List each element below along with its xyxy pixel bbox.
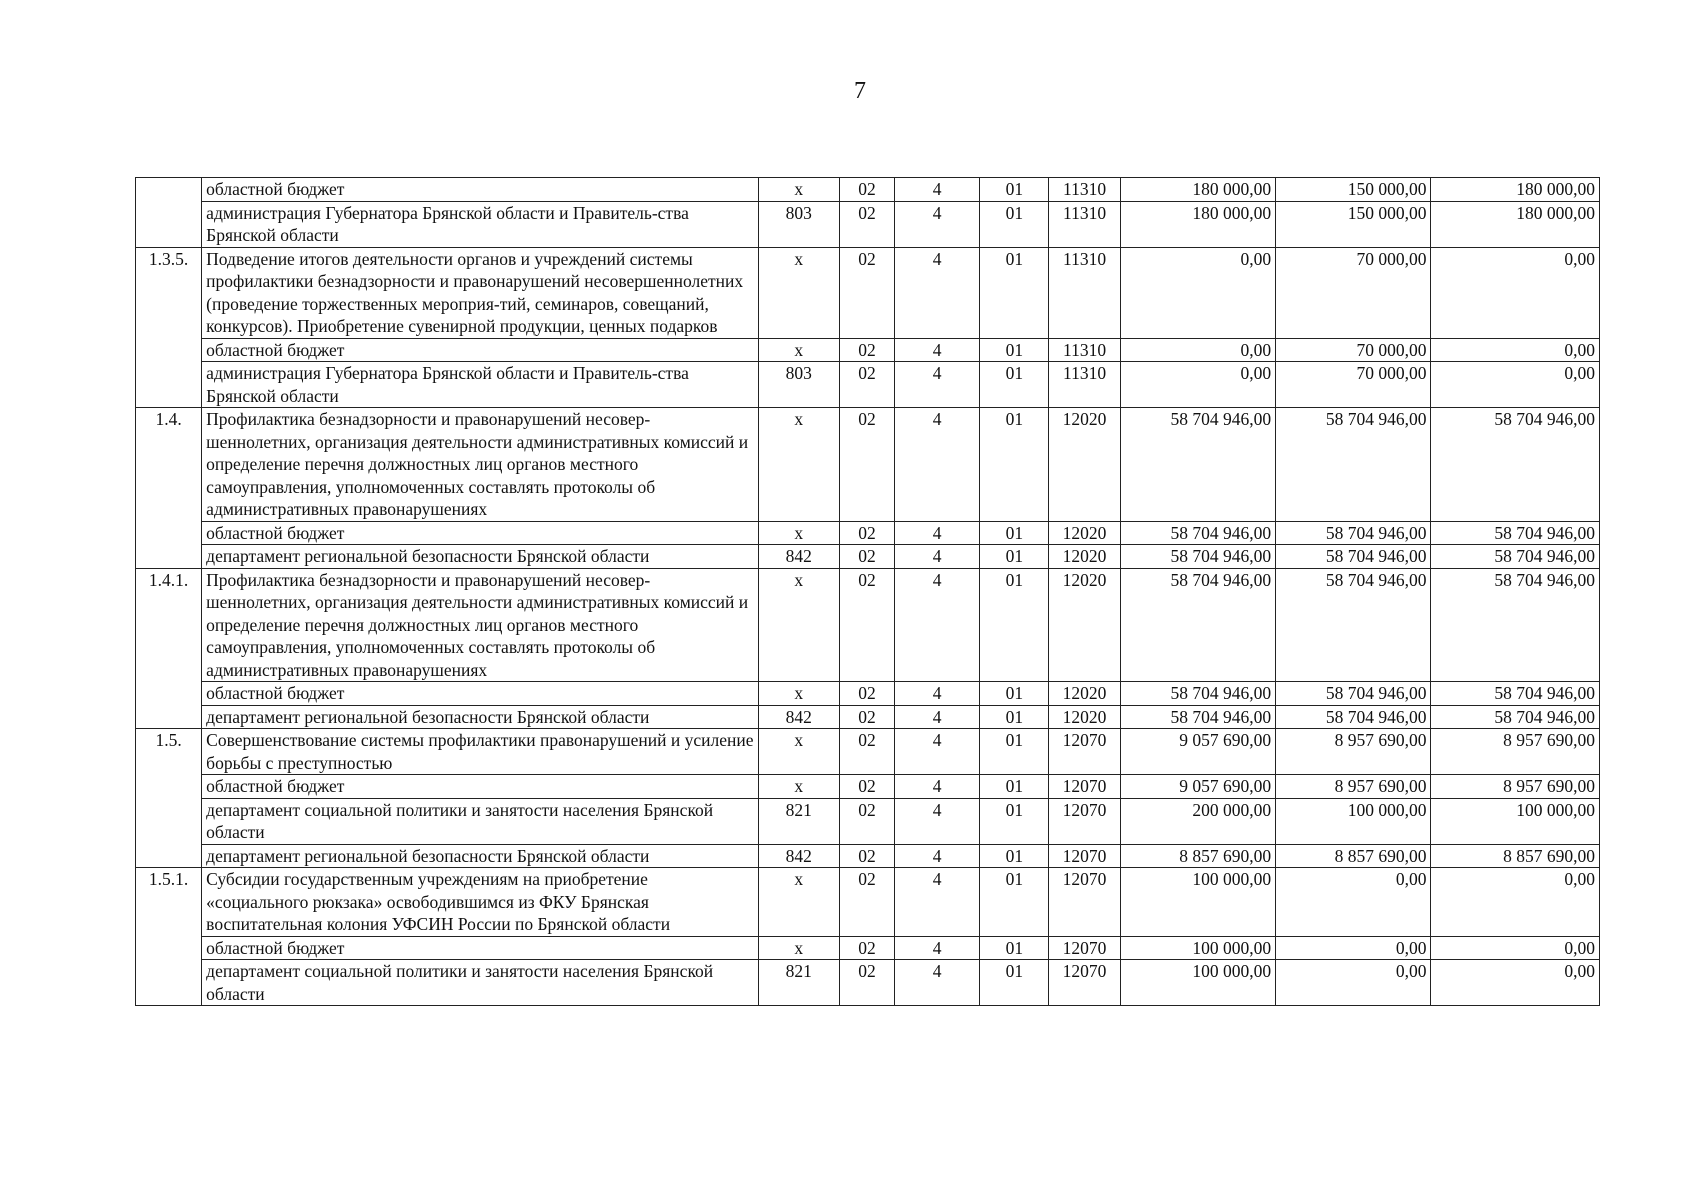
- cell-amount-2020: 8 957 690,00: [1276, 729, 1431, 775]
- cell-grbs: х: [758, 775, 839, 799]
- cell-amount-2020: 58 704 946,00: [1276, 408, 1431, 522]
- cell-csr: 12070: [1049, 798, 1120, 844]
- cell-description: Подведение итогов деятельности органов и учреждений системы профилактики безнадзорности и правонарушений несовершеннолетних (проведение торжественных мероприя-тий, семинаров, совещаний, конкурсов). Приобретение сувенирной продукции, ценных подарков: [202, 247, 759, 338]
- cell-amount-2020: 70 000,00: [1276, 362, 1431, 408]
- cell-amount-2021: 0,00: [1431, 338, 1600, 362]
- cell-csr: 12070: [1049, 844, 1120, 868]
- cell-description: областной бюджет: [202, 936, 759, 960]
- cell-grbs: 803: [758, 201, 839, 247]
- cell-csr: 12020: [1049, 568, 1120, 682]
- cell-sub: 01: [980, 545, 1049, 569]
- table-row: [136, 568, 1600, 682]
- cell-amount-2019: 58 704 946,00: [1120, 705, 1275, 729]
- cell-rz: 02: [839, 247, 894, 338]
- table-row: [136, 844, 1600, 868]
- cell-description: областной бюджет: [202, 682, 759, 706]
- cell-pr: 4: [895, 936, 980, 960]
- cell-grbs: х: [758, 247, 839, 338]
- cell-description: Субсидии государственным учреждениям на приобретение «социального рюкзака» освободившимся из ФКУ Брянская воспитательная колония УФСИН России по Брянской области: [202, 868, 759, 937]
- cell-description: областной бюджет: [202, 178, 759, 202]
- cell-grbs: х: [758, 682, 839, 706]
- table-row: [136, 960, 1600, 1006]
- cell-rz: 02: [839, 868, 894, 937]
- cell-amount-2021: 58 704 946,00: [1431, 568, 1600, 682]
- cell-sub: 01: [980, 844, 1049, 868]
- cell-grbs: 842: [758, 705, 839, 729]
- cell-csr: 12070: [1049, 936, 1120, 960]
- cell-csr: 11310: [1049, 178, 1120, 202]
- cell-amount-2019: 0,00: [1120, 247, 1275, 338]
- cell-csr: 12070: [1049, 960, 1120, 1006]
- cell-amount-2021: 58 704 946,00: [1431, 545, 1600, 569]
- cell-pr: 4: [895, 362, 980, 408]
- cell-amount-2020: 58 704 946,00: [1276, 545, 1431, 569]
- cell-sub: 01: [980, 201, 1049, 247]
- cell-amount-2021: 0,00: [1431, 960, 1600, 1006]
- table-row: [136, 247, 1600, 338]
- cell-sub: 01: [980, 178, 1049, 202]
- cell-sub: 01: [980, 408, 1049, 522]
- cell-amount-2020: 0,00: [1276, 936, 1431, 960]
- budget-table: [135, 177, 1600, 1006]
- cell-amount-2019: 100 000,00: [1120, 868, 1275, 937]
- cell-sub: 01: [980, 247, 1049, 338]
- cell-amount-2020: 150 000,00: [1276, 201, 1431, 247]
- table-row: [136, 936, 1600, 960]
- cell-amount-2019: 0,00: [1120, 338, 1275, 362]
- cell-rz: 02: [839, 798, 894, 844]
- table-row: [136, 178, 1600, 202]
- cell-csr: 12020: [1049, 545, 1120, 569]
- cell-pr: 4: [895, 521, 980, 545]
- cell-csr: 12020: [1049, 682, 1120, 706]
- table-row: [136, 201, 1600, 247]
- cell-amount-2019: 58 704 946,00: [1120, 408, 1275, 522]
- cell-amount-2021: 8 957 690,00: [1431, 729, 1600, 775]
- cell-amount-2021: 58 704 946,00: [1431, 408, 1600, 522]
- cell-amount-2021: 8 957 690,00: [1431, 775, 1600, 799]
- cell-pr: 4: [895, 568, 980, 682]
- cell-description: Совершенствование системы профилактики правонарушений и усиление борьбы с преступностью: [202, 729, 759, 775]
- cell-amount-2021: 58 704 946,00: [1431, 705, 1600, 729]
- cell-amount-2021: 0,00: [1431, 936, 1600, 960]
- cell-pr: 4: [895, 705, 980, 729]
- cell-amount-2021: 0,00: [1431, 247, 1600, 338]
- cell-pr: 4: [895, 868, 980, 937]
- cell-grbs: х: [758, 729, 839, 775]
- cell-amount-2020: 0,00: [1276, 868, 1431, 937]
- cell-sub: 01: [980, 682, 1049, 706]
- cell-rz: 02: [839, 960, 894, 1006]
- cell-amount-2021: 0,00: [1431, 362, 1600, 408]
- table-row: [136, 798, 1600, 844]
- cell-amount-2019: 180 000,00: [1120, 178, 1275, 202]
- cell-description: Профилактика безнадзорности и правонарушений несовер-шеннолетних, организация деятельности административных комиссий и определение перечня должностных лиц органов местного самоуправления, уполномоченных составлять протоколы об административных правонарушениях: [202, 408, 759, 522]
- cell-pr: 4: [895, 338, 980, 362]
- cell-amount-2020: 58 704 946,00: [1276, 705, 1431, 729]
- cell-amount-2021: 58 704 946,00: [1431, 521, 1600, 545]
- cell-rz: 02: [839, 408, 894, 522]
- cell-sub: 01: [980, 868, 1049, 937]
- cell-description: департамент региональной безопасности Брянской области: [202, 545, 759, 569]
- cell-rz: 02: [839, 521, 894, 545]
- cell-amount-2019: 180 000,00: [1120, 201, 1275, 247]
- cell-csr: 12070: [1049, 868, 1120, 937]
- table-row: [136, 729, 1600, 775]
- cell-amount-2019: 9 057 690,00: [1120, 729, 1275, 775]
- cell-pr: 4: [895, 682, 980, 706]
- cell-rz: 02: [839, 775, 894, 799]
- cell-description: департамент социальной политики и занятости населения Брянской области: [202, 798, 759, 844]
- cell-rz: 02: [839, 936, 894, 960]
- cell-sub: 01: [980, 729, 1049, 775]
- cell-description: администрация Губернатора Брянской области и Правитель-ства Брянской области: [202, 362, 759, 408]
- cell-sub: 01: [980, 521, 1049, 545]
- cell-rz: 02: [839, 729, 894, 775]
- cell-grbs: х: [758, 408, 839, 522]
- cell-csr: 12020: [1049, 705, 1120, 729]
- table-body: [136, 178, 1600, 1006]
- cell-sub: 01: [980, 568, 1049, 682]
- cell-item-number: 1.5.: [136, 729, 202, 868]
- cell-csr: 12070: [1049, 729, 1120, 775]
- cell-sub: 01: [980, 775, 1049, 799]
- cell-grbs: х: [758, 338, 839, 362]
- cell-pr: 4: [895, 247, 980, 338]
- cell-grbs: х: [758, 568, 839, 682]
- cell-amount-2019: 8 857 690,00: [1120, 844, 1275, 868]
- cell-item-number: 1.4.: [136, 408, 202, 569]
- cell-pr: 4: [895, 775, 980, 799]
- cell-description: департамент социальной политики и занятости населения Брянской области: [202, 960, 759, 1006]
- cell-amount-2020: 100 000,00: [1276, 798, 1431, 844]
- cell-item-number: 1.3.5.: [136, 247, 202, 408]
- cell-pr: 4: [895, 178, 980, 202]
- cell-amount-2020: 8 857 690,00: [1276, 844, 1431, 868]
- cell-amount-2019: 58 704 946,00: [1120, 568, 1275, 682]
- cell-rz: 02: [839, 545, 894, 569]
- cell-description: департамент региональной безопасности Брянской области: [202, 844, 759, 868]
- cell-item-number: 1.4.1.: [136, 568, 202, 729]
- cell-amount-2019: 58 704 946,00: [1120, 521, 1275, 545]
- cell-sub: 01: [980, 705, 1049, 729]
- cell-amount-2020: 150 000,00: [1276, 178, 1431, 202]
- cell-amount-2020: 0,00: [1276, 960, 1431, 1006]
- cell-csr: 12020: [1049, 521, 1120, 545]
- cell-description: Профилактика безнадзорности и правонарушений несовер-шеннолетних, организация деятельности административных комиссий и определение перечня должностных лиц органов местного самоуправления, уполномоченных составлять протоколы об административных правонарушениях: [202, 568, 759, 682]
- cell-amount-2019: 9 057 690,00: [1120, 775, 1275, 799]
- table-row: [136, 868, 1600, 937]
- cell-amount-2019: 100 000,00: [1120, 960, 1275, 1006]
- cell-amount-2020: 58 704 946,00: [1276, 568, 1431, 682]
- cell-amount-2019: 58 704 946,00: [1120, 682, 1275, 706]
- cell-amount-2021: 0,00: [1431, 868, 1600, 937]
- cell-grbs: 821: [758, 798, 839, 844]
- cell-description: областной бюджет: [202, 338, 759, 362]
- cell-amount-2019: 0,00: [1120, 362, 1275, 408]
- cell-amount-2020: 58 704 946,00: [1276, 521, 1431, 545]
- table-row: [136, 521, 1600, 545]
- cell-description: областной бюджет: [202, 521, 759, 545]
- cell-grbs: 803: [758, 362, 839, 408]
- cell-pr: 4: [895, 960, 980, 1006]
- cell-amount-2021: 58 704 946,00: [1431, 682, 1600, 706]
- cell-amount-2021: 180 000,00: [1431, 201, 1600, 247]
- page-number: 7: [854, 78, 866, 104]
- cell-csr: 11310: [1049, 201, 1120, 247]
- cell-sub: 01: [980, 936, 1049, 960]
- cell-sub: 01: [980, 798, 1049, 844]
- table-row: [136, 338, 1600, 362]
- cell-grbs: х: [758, 868, 839, 937]
- cell-csr: 11310: [1049, 338, 1120, 362]
- cell-description: областной бюджет: [202, 775, 759, 799]
- cell-amount-2019: 200 000,00: [1120, 798, 1275, 844]
- cell-description: администрация Губернатора Брянской области и Правитель-ства Брянской области: [202, 201, 759, 247]
- cell-pr: 4: [895, 408, 980, 522]
- cell-rz: 02: [839, 178, 894, 202]
- cell-rz: 02: [839, 362, 894, 408]
- cell-rz: 02: [839, 705, 894, 729]
- cell-grbs: х: [758, 178, 839, 202]
- cell-rz: 02: [839, 844, 894, 868]
- cell-amount-2020: 8 957 690,00: [1276, 775, 1431, 799]
- cell-amount-2020: 58 704 946,00: [1276, 682, 1431, 706]
- table-row: [136, 682, 1600, 706]
- cell-amount-2021: 100 000,00: [1431, 798, 1600, 844]
- cell-grbs: 842: [758, 545, 839, 569]
- cell-sub: 01: [980, 338, 1049, 362]
- table-row: [136, 705, 1600, 729]
- cell-pr: 4: [895, 798, 980, 844]
- cell-item-number: 1.5.1.: [136, 868, 202, 1006]
- cell-amount-2019: 100 000,00: [1120, 936, 1275, 960]
- cell-pr: 4: [895, 844, 980, 868]
- table-row: [136, 545, 1600, 569]
- cell-rz: 02: [839, 682, 894, 706]
- cell-csr: 11310: [1049, 362, 1120, 408]
- cell-item-number: [136, 178, 202, 248]
- cell-sub: 01: [980, 960, 1049, 1006]
- cell-csr: 12020: [1049, 408, 1120, 522]
- cell-rz: 02: [839, 568, 894, 682]
- cell-amount-2019: 58 704 946,00: [1120, 545, 1275, 569]
- cell-grbs: 842: [758, 844, 839, 868]
- cell-grbs: х: [758, 936, 839, 960]
- cell-pr: 4: [895, 545, 980, 569]
- cell-grbs: 821: [758, 960, 839, 1006]
- cell-csr: 11310: [1049, 247, 1120, 338]
- table-row: [136, 408, 1600, 522]
- cell-amount-2020: 70 000,00: [1276, 338, 1431, 362]
- cell-grbs: х: [758, 521, 839, 545]
- table-row: [136, 362, 1600, 408]
- cell-pr: 4: [895, 201, 980, 247]
- cell-rz: 02: [839, 201, 894, 247]
- cell-description: департамент региональной безопасности Брянской области: [202, 705, 759, 729]
- cell-amount-2020: 70 000,00: [1276, 247, 1431, 338]
- cell-sub: 01: [980, 362, 1049, 408]
- cell-csr: 12070: [1049, 775, 1120, 799]
- cell-pr: 4: [895, 729, 980, 775]
- table-row: [136, 775, 1600, 799]
- cell-amount-2021: 8 857 690,00: [1431, 844, 1600, 868]
- cell-amount-2021: 180 000,00: [1431, 178, 1600, 202]
- cell-rz: 02: [839, 338, 894, 362]
